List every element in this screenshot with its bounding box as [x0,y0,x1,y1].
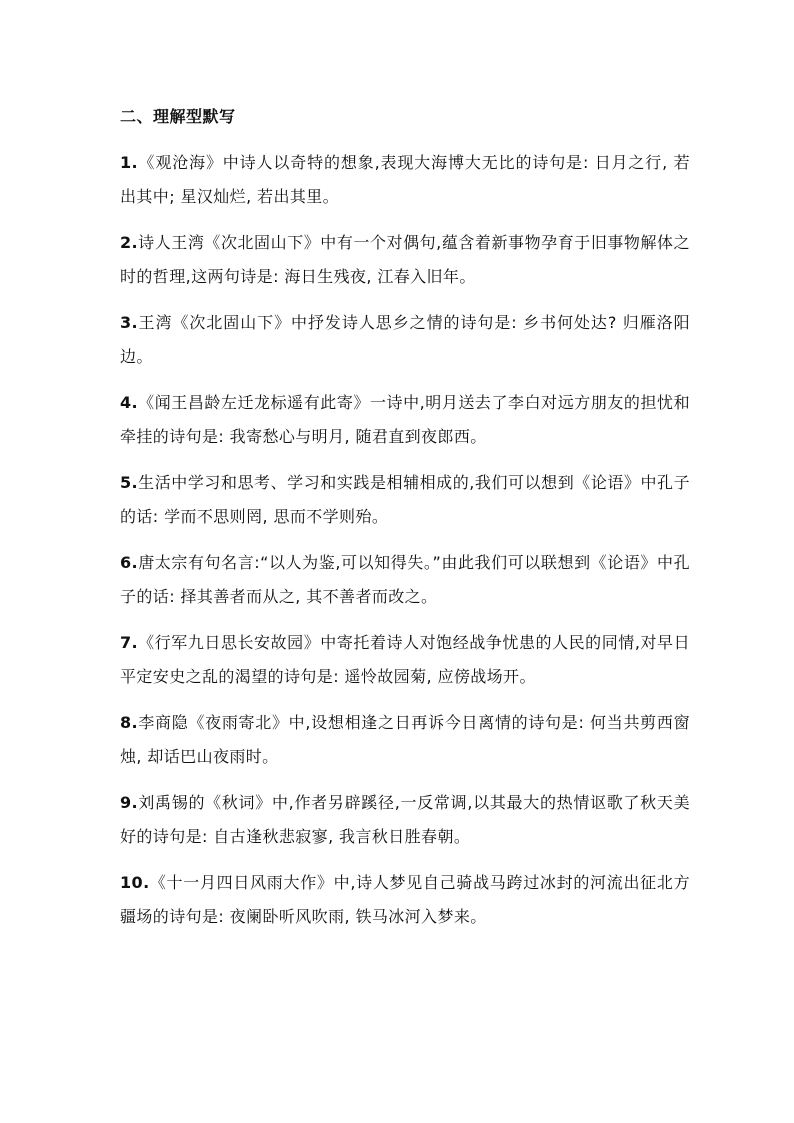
item-number: 6. [120,553,139,572]
list-item [120,226,690,294]
item-number: 7. [120,633,139,652]
list-item [120,866,690,934]
item-number: 1. [120,153,139,172]
item-text: 李商隐《夜雨寄北》中,设想相逢之日再诉今日离情的诗句是: 何当共剪西窗烛, 却话巴山夜雨时。 [120,713,690,766]
item-text: 诗人王湾《次北固山下》中有一个对偶句,蕴含着新事物孕育于旧事物解体之时的哲理,这两句诗是: 海日生残夜, 江春入旧年。 [120,233,690,286]
item-number: 9. [120,793,139,812]
item-number: 8. [120,713,139,732]
document-page [120,100,690,946]
item-text: 《行军九日思长安故园》中寄托着诗人对饱经战争忧患的人民的同情,对早日平定安史之乱的渴望的诗句是: 遥怜故园菊, 应傍战场开。 [120,633,690,686]
list-item [120,786,690,854]
item-text: 《十一月四日风雨大作》中,诗人梦见自己骑战马跨过冰封的河流出征北方疆场的诗句是: 夜阑卧听风吹雨, 铁马冰河入梦来。 [120,873,690,926]
item-text: 刘禹锡的《秋词》中,作者另辟蹊径,一反常调,以其最大的热情讴歌了秋天美好的诗句是: 自古逢秋悲寂寥, 我言秋日胜春朝。 [120,793,690,846]
item-number: 5. [120,473,139,492]
section-title: 二、理解型默写 [120,107,236,126]
list-item [120,706,690,774]
list-item [120,546,690,614]
item-number: 4. [120,393,139,412]
list-item [120,306,690,374]
item-number: 10. [120,873,150,892]
list-item [120,146,690,214]
item-text: 唐太宗有句名言:“以人为鉴,可以知得失。”由此我们可以联想到《论语》中孔子的话: 择其善者而从之, 其不善者而改之。 [120,553,690,606]
item-number: 2. [120,233,139,252]
list-item [120,626,690,694]
item-text: 王湾《次北固山下》中抒发诗人思乡之情的诗句是: 乡书何处达? 归雁洛阳边。 [120,313,690,366]
item-text: 《闻王昌龄左迁龙标遥有此寄》一诗中,明月送去了李白对远方朋友的担忧和牵挂的诗句是: 我寄愁心与明月, 随君直到夜郎西。 [120,393,690,446]
list-item [120,466,690,534]
item-text: 《观沧海》中诗人以奇特的想象,表现大海博大无比的诗句是: 日月之行, 若出其中; 星汉灿烂, 若出其里。 [120,153,690,206]
list-item [120,386,690,454]
item-text: 生活中学习和思考、学习和实践是相辅相成的,我们可以想到《论语》中孔子的话: 学而不思则罔, 思而不学则殆。 [120,473,690,526]
item-number: 3. [120,313,139,332]
